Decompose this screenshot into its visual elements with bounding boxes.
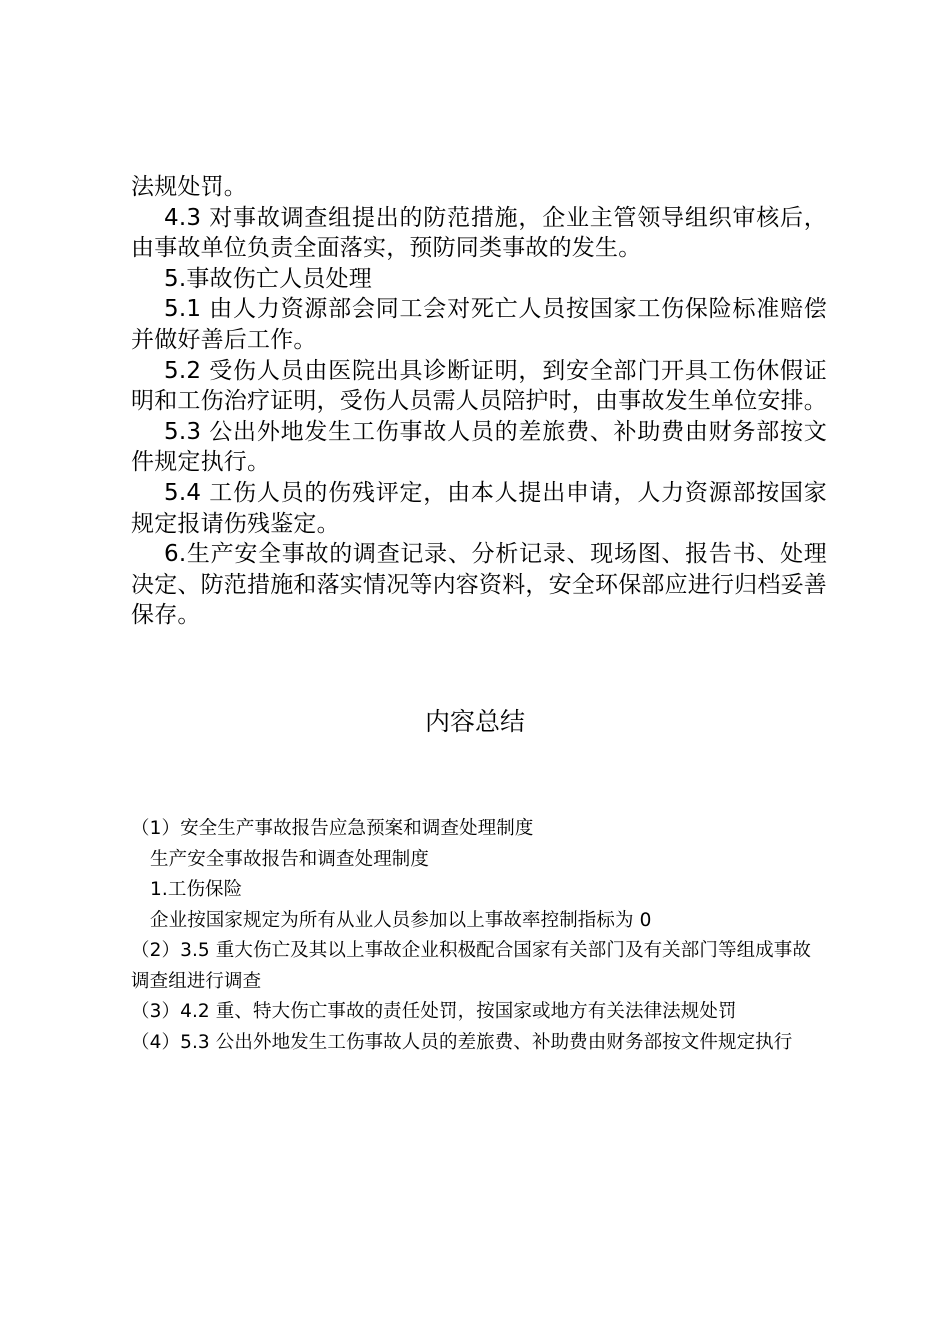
summary-item: 生产安全事故报告和调查处理制度 (150, 848, 430, 870)
body-paragraph: 6.生产安全事故的调查记录、分析记录、现场图、报告书、处理决定、防范措施和落实情况等内容资料，安全环保部应进行归档妥善保存。 (131, 541, 827, 629)
body-text (131, 172, 827, 631)
body-paragraph: 5.事故伤亡人员处理 (164, 265, 372, 292)
summary-item: 企业按国家规定为所有从业人员参加以上事故率控制指标为 0 (150, 909, 652, 931)
summary-item: 1.工伤保险 (150, 879, 243, 900)
body-paragraph: 4.3 对事故调查组提出的防范措施，企业主管领导组织审核后，由事故单位负责全面落实，预防同类事故的发生。 (131, 204, 827, 262)
body-paragraph: 5.1 由人力资源部会同工会对死亡人员按国家工伤保险标准赔偿并做好善后工作。 (131, 296, 827, 353)
summary-item: （4）5.3 公出外地发生工伤事故人员的差旅费、补助费由财务部按文件规定执行 (131, 1031, 793, 1053)
summary-heading: 内容总结 (424, 707, 525, 736)
summary-item: （3）4.2 重、特大伤亡事故的责任处罚，按国家或地方有关法律法规处罚 (131, 1001, 737, 1022)
summary-list (131, 814, 823, 1058)
body-paragraph: 法规处罚。 (131, 174, 247, 200)
summary-item: （1）安全生产事故报告应急预案和调查处理制度 (131, 818, 534, 839)
body-paragraph: 5.2 受伤人员由医院出具诊断证明，到安全部门开具工伤休假证明和工伤治疗证明，受伤人员需人员陪护时，由事故发生单位安排。 (131, 357, 827, 415)
body-paragraph: 5.4 工伤人员的伤残评定，由本人提出申请，人力资源部按国家规定报请伤残鉴定。 (131, 479, 827, 537)
summary-item: （2）3.5 重大伤亡及其以上事故企业积极配合国家有关部门及有关部门等组成事故调查组进行调查 (131, 940, 811, 992)
body-paragraph: 5.3 公出外地发生工伤事故人员的差旅费、补助费由财务部按文件规定执行。 (131, 418, 827, 476)
